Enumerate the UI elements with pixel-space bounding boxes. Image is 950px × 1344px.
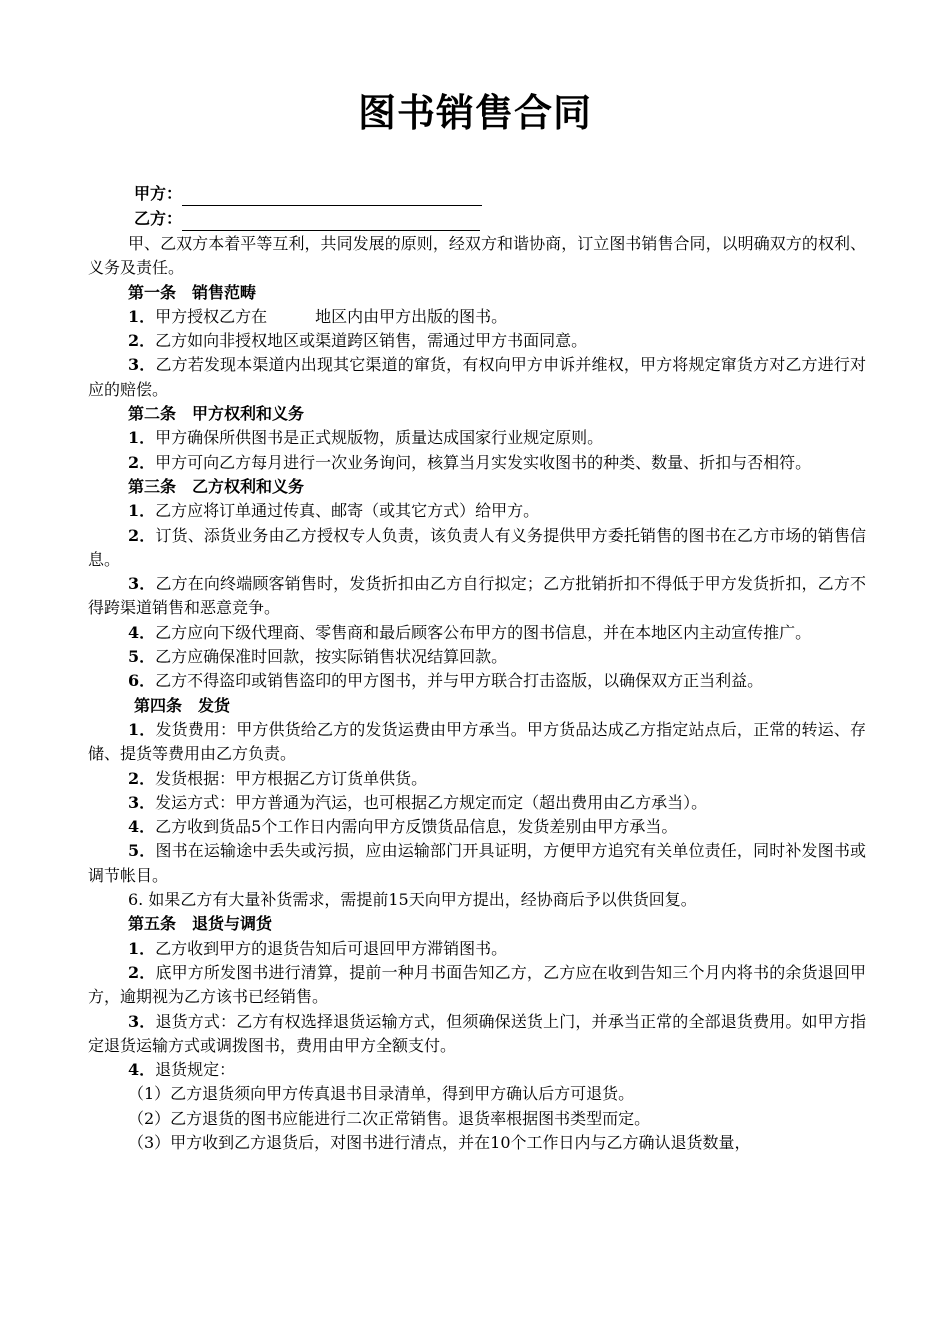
party-b-blank[interactable]: [182, 212, 480, 231]
section-title: 退货与调货: [192, 914, 273, 934]
clause-number: 5．: [128, 841, 156, 861]
party-b-label: 乙方：: [134, 209, 183, 228]
section-heading: [88, 281, 866, 305]
section-title: 发货: [198, 695, 231, 715]
clause: [88, 937, 866, 961]
clause-number: 1．: [128, 428, 156, 448]
sub-clause: （1）乙方退货须向甲方传真退书目录清单，得到甲方确认后方可退货。: [128, 1084, 635, 1104]
clause: [88, 791, 866, 815]
clause-number: 5．: [128, 647, 156, 667]
clause-number: 3．: [128, 1011, 156, 1031]
clause: [88, 645, 866, 669]
clause-number: 3．: [128, 574, 156, 594]
clause-text: 甲方确保所供图书是正式规版物，质量达成国家行业规定原则。: [155, 428, 604, 448]
clause-text: 地区内由甲方出版的图书。: [315, 306, 508, 326]
clause-text: 乙方不得盗印或销售盗印的甲方图书，并与甲方联合打击盗版，以确保双方正当利益。: [155, 671, 764, 691]
clause: [88, 961, 866, 1010]
clause-text: 发运方式：甲方普通为汽运，也可根据乙方规定而定（超出费用由乙方承当）。: [155, 792, 708, 812]
clause-text: 如果乙方有大量补货需求，需提前15天向甲方提出，经协商后予以供货回复。: [143, 890, 697, 910]
clause: [88, 767, 866, 791]
clause-number: 6．: [128, 671, 156, 691]
clause: [88, 839, 866, 888]
section-number: 第三条: [128, 476, 177, 496]
clause-number: 3．: [128, 355, 156, 375]
section-heading: [88, 402, 866, 426]
document-title: 图书销售合同: [357, 91, 592, 135]
party-a-label: 甲方：: [134, 184, 183, 203]
intro-paragraph: 甲、乙双方本着平等互利，共同发展的原则，经双方和谐协商，订立图书销售合同，以明确双方的权利、义务及责任。: [88, 234, 866, 278]
clause-text: 乙方收到甲方的退货告知后可退回甲方滞销图书。: [155, 938, 508, 958]
clause-text: 订货、添货业务由乙方授权专人负责，该负责人有义务提供甲方委托销售的图书在乙方市场的销售信息。: [88, 525, 866, 569]
clause-text: 乙方如向非授权地区或渠道跨区销售，需通过甲方书面同意。: [155, 331, 588, 351]
clause-text: 乙方若发现本渠道内出现其它渠道的窜货，有权向甲方申诉并维权，甲方将规定窜货方对乙方进行对应的赔偿。: [88, 355, 866, 399]
clause-text: 退货规定：: [155, 1060, 236, 1080]
sub-clause: （2）乙方退货的图书应能进行二次正常销售。退货率根据图书类型而定。: [128, 1108, 651, 1128]
party-a-blank[interactable]: [182, 187, 482, 206]
clause: [88, 621, 866, 645]
clause-number: 4．: [128, 817, 156, 837]
clause-text: 图书在运输途中丢失或污损，应由运输部门开具证明，方便甲方追究有关单位责任，同时补发图书或调节帐目。: [88, 841, 866, 885]
clause-text: 甲方可向乙方每月进行一次业务询问，核算当月实发实收图书的种类、数量、折扣与否相符。: [155, 452, 812, 472]
clause: [88, 1058, 866, 1082]
clause-number: 6.: [128, 890, 144, 910]
clause: [88, 353, 866, 402]
clause-number: 2．: [128, 331, 156, 351]
clause-text: 乙方在向终端顾客销售时，发货折扣由乙方自行拟定；乙方批销折扣不得低于甲方发货折扣，乙方不得跨渠道销售和恶意竞争。: [88, 574, 866, 618]
section-title: 销售范畴: [192, 282, 257, 302]
clause-number: 1．: [128, 306, 156, 326]
section-number: 第四条: [134, 695, 183, 715]
clause: [88, 572, 866, 621]
clause-text: 退货方式：乙方有权选择退货运输方式，但须确保送货上门，并承当正常的全部退货费用。如甲方指定退货运输方式或调拨图书，费用由甲方全额支付。: [88, 1011, 866, 1055]
clause-number: 4．: [128, 1060, 156, 1080]
clause-number: 1．: [128, 938, 156, 958]
clause-text: 甲方授权乙方在: [155, 306, 268, 326]
clause-number: 4．: [128, 622, 156, 642]
section-number: 第五条: [128, 914, 177, 934]
clause-number: 2．: [128, 768, 156, 788]
clause: [88, 524, 866, 573]
clause-text: 底甲方所发图书进行清算，提前一种月书面告知乙方，乙方应在收到告知三个月内将书的余货退回甲方，逾期视为乙方该书已经销售。: [88, 962, 866, 1007]
clause-text: 乙方应确保准时回款，按实际销售状况结算回款。: [155, 647, 508, 667]
contract-body: [88, 232, 866, 1155]
clause: [88, 426, 866, 450]
clause-text: 发货根据：甲方根据乙方订货单供货。: [155, 768, 428, 788]
clause-text: 乙方应将订单通过传真、邮寄（或其它方式）给甲方。: [155, 501, 540, 521]
clause: [88, 669, 866, 693]
clause-number: 3．: [128, 792, 156, 812]
sub-clause: （3）甲方收到乙方退货后，对图书进行清点，并在10个工作日内与乙方确认退货数量，: [128, 1132, 751, 1152]
clause-number: 2．: [128, 962, 156, 982]
section-number: 第二条: [128, 404, 177, 424]
clause-number: 2．: [128, 525, 156, 545]
clause-number: 1．: [128, 501, 156, 521]
section-title: 乙方权利和义务: [192, 476, 305, 496]
clause: [88, 329, 866, 353]
clause-text: 发货费用：甲方供货给乙方的发货运费由甲方承当。甲方货品达成乙方指定站点后，正常的转运、存储、提货等费用由乙方负责。: [88, 719, 866, 764]
party-a-line: [134, 182, 482, 206]
clause: [88, 815, 866, 839]
clause: [88, 451, 866, 475]
clause-text: 乙方收到货品5个工作日内需向甲方反馈货品信息，发货差别由甲方承当。: [155, 817, 678, 837]
section-number: 第一条: [128, 282, 177, 302]
clause: [88, 305, 866, 329]
clause-text: 乙方应向下级代理商、零售商和最后顾客公布甲方的图书信息，并在本地区内主动宣传推广。: [155, 622, 812, 642]
section-heading: [88, 912, 866, 936]
clause: [88, 499, 866, 523]
clause-number: 2．: [128, 452, 156, 472]
clause: [88, 1010, 866, 1059]
section-heading: [88, 694, 866, 718]
clause: [88, 888, 866, 912]
clause-number: 1．: [128, 719, 156, 739]
section-title: 甲方权利和义务: [192, 404, 305, 424]
party-b-line: [134, 207, 480, 231]
section-heading: [88, 475, 866, 499]
clause: [88, 718, 866, 767]
